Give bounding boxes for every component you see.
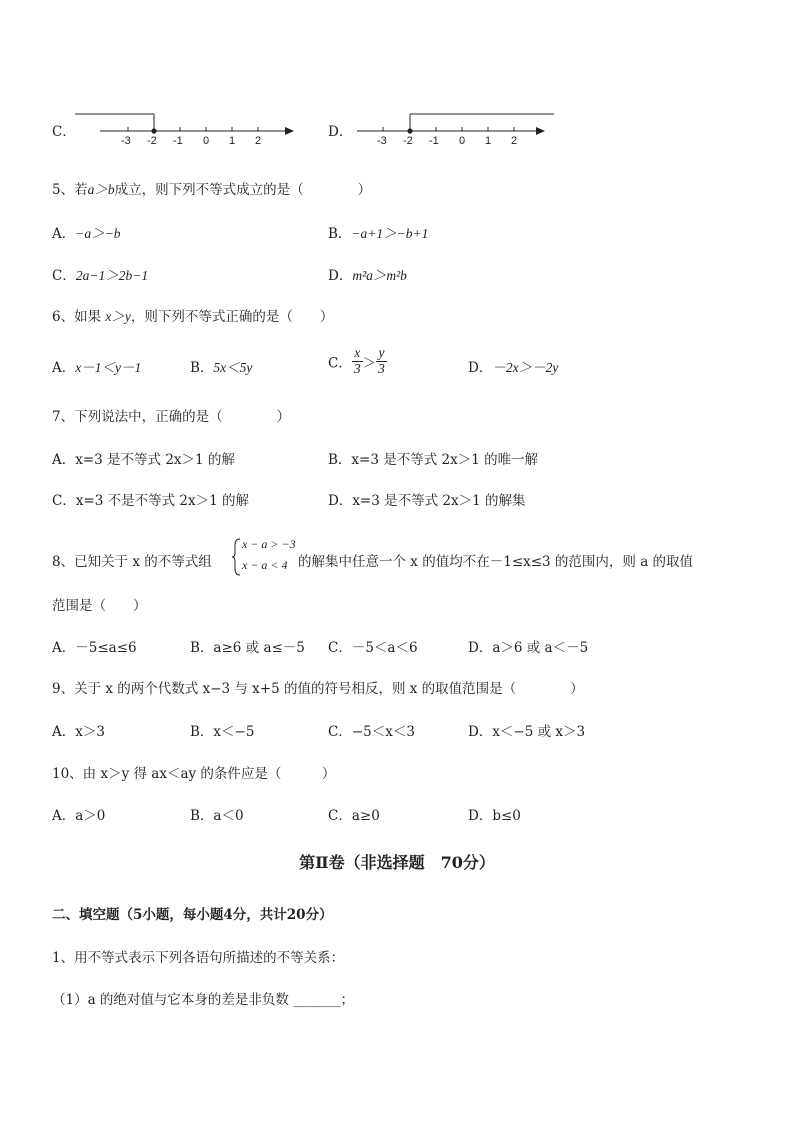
q4-d-tick-label: 0: [459, 135, 466, 147]
section-title: 第Ⅱ卷（非选择题 70分）: [299, 853, 495, 872]
q4-option-c-label: C．: [52, 124, 76, 140]
fill-q1-part1: （1）a 的绝对值与它本身的差是非负数 _______；: [52, 992, 354, 1008]
q8-system-eq1: x − a > −3: [242, 537, 296, 551]
q10-option-a: A．a＞0: [52, 808, 106, 824]
q8-system-brace: [232, 537, 242, 577]
q6-option-c: C． $\frac{x}{3}$ ＞ $\frac{y}{3}$: [328, 345, 385, 376]
q7-option-c: C．x=3 不是不等式 2x＞1 的解: [52, 493, 250, 509]
q9-option-a: A．x＞3: [52, 724, 105, 740]
q4-d-tick-label: -3: [377, 135, 387, 147]
q6-stem: 6、如果 x＞y，则下列不等式正确的是（ ）: [52, 309, 334, 325]
q8-option-a: A．－5≤a≤6: [52, 640, 137, 656]
q9-stem: 9、关于 x 的两个代数式 x−3 与 x+5 的值的符号相反，则 x 的取值范围是（ ）: [52, 681, 584, 697]
section-heading: 二、填空题（5小题，每小题4分，共计20分）: [52, 907, 333, 923]
q4-c-tick-label: 0: [203, 135, 210, 147]
q4-c-tick-label: -1: [173, 135, 183, 147]
q7-stem: 7、下列说法中，正确的是（ ）: [52, 409, 291, 425]
q7-option-b: B．x=3 是不等式 2x＞1 的唯一解: [328, 452, 539, 468]
q6-option-d: D．－2x＞－2y: [468, 360, 559, 376]
q5-option-d: D．m²a＞m²b: [328, 268, 407, 284]
q10-option-d: D．b≤0: [468, 808, 521, 824]
q8-stem-start: 8、已知关于 x 的不等式组: [52, 554, 212, 570]
q8-stem-end: 的解集中任意一个 x 的值均不在－1≤x≤3 的范围内，则 a 的取值: [298, 554, 694, 570]
q5-option-b: B．−a+1＞−b+1: [328, 226, 429, 242]
q4-c-tick-label: 1: [229, 135, 236, 147]
q4-d-tick-label: -2: [403, 135, 413, 147]
q5-stem: 5、若a＞b成立，则下列不等式成立的是（ ）: [52, 182, 372, 198]
q10-stem: 10、由 x＞y 得 ax＜ay 的条件应是（ ）: [52, 766, 336, 782]
q9-option-d: D．x＜−5 或 x＞3: [468, 724, 586, 740]
q8-option-d: D．a＞6 或 a＜－5: [468, 640, 589, 656]
q10-option-b: B．a＜0: [190, 808, 244, 824]
q4-c-tick-label: 2: [255, 135, 262, 147]
q4-d-tick-label: 1: [485, 135, 492, 147]
fill-q1-stem: 1、用不等式表示下列各语句所描述的不等关系：: [52, 950, 345, 966]
q8-system-eq2: x − a < 4: [242, 558, 288, 572]
q4-c-tick-label: -2: [147, 135, 157, 147]
q4-c-tick-label: -3: [121, 135, 131, 147]
q9-option-b: B．x＜−5: [190, 724, 255, 740]
q7-option-a: A．x=3 是不等式 2x＞1 的解: [52, 452, 235, 468]
q4-d-tick-label: 2: [511, 135, 518, 147]
q6-option-a: A．x－1＜y－1: [52, 360, 142, 376]
q10-option-c: C．a≥0: [328, 808, 380, 824]
q7-option-d: D．x=3 是不等式 2x＞1 的解集: [328, 493, 526, 509]
q4-d-tick-label: -1: [429, 135, 439, 147]
q9-option-c: C．−5＜x＜3: [328, 724, 415, 740]
q5-option-c: C．2a−1＞2b−1: [52, 268, 149, 284]
q4-option-d-label: D．: [328, 124, 353, 140]
q8-option-c: C．－5＜a＜6: [328, 640, 418, 656]
q6-option-b: B．5x＜5y: [190, 360, 253, 376]
q5-option-a: A．−a＞−b: [52, 226, 121, 242]
q8-option-b: B．a≥6 或 a≤－5: [190, 640, 305, 656]
q8-stem-line2: 范围是（ ）: [52, 598, 147, 614]
